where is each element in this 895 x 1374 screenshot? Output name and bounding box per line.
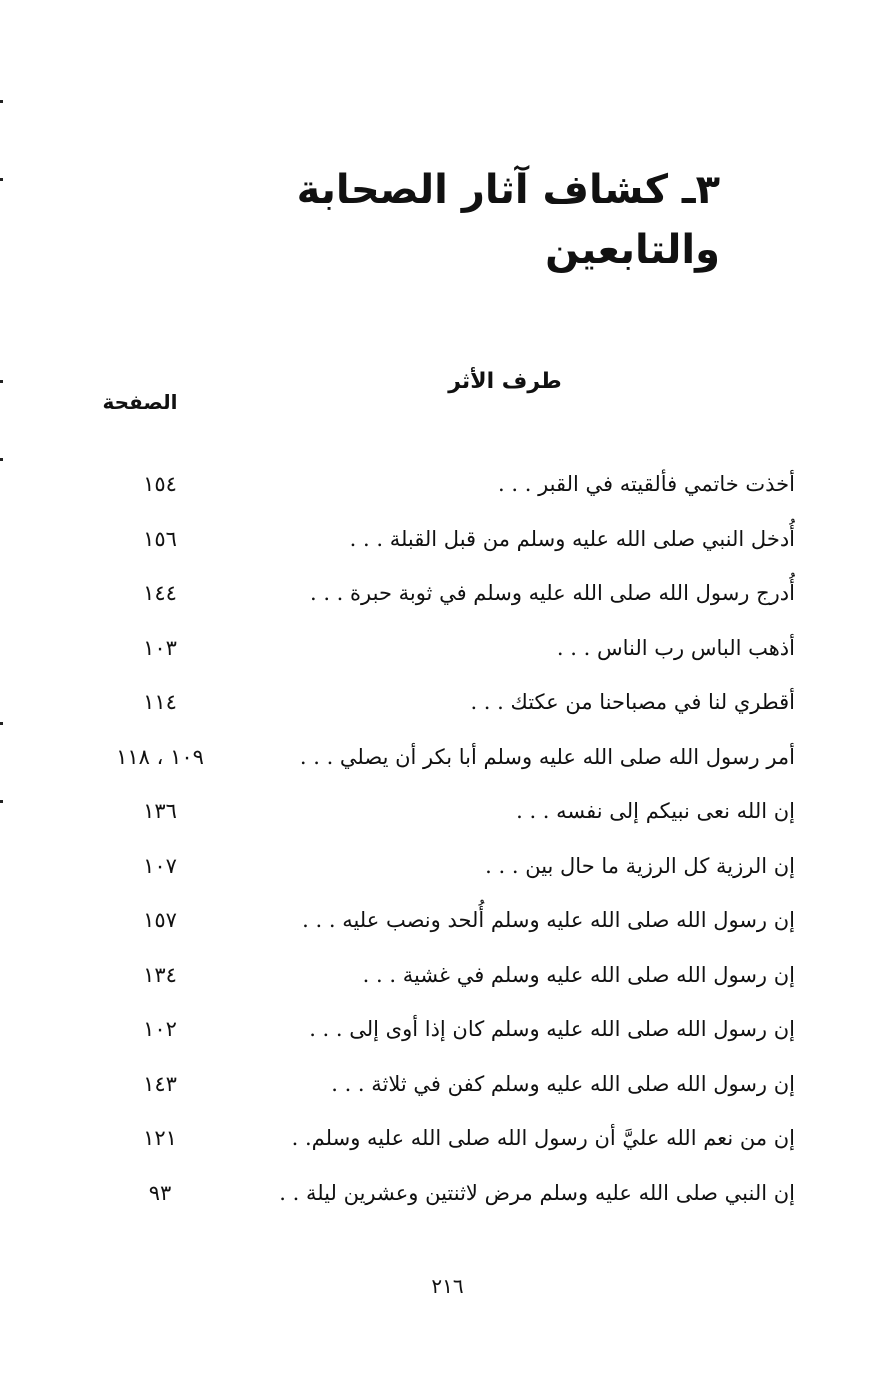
page-number: ١٤٣ (143, 1071, 177, 1096)
page-number: ١٥٤ (143, 472, 177, 496)
index-row (90, 1007, 795, 1062)
atar-text: إن رسول الله صلى الله عليه وسلم كفن في ثلاثة . . . (331, 1071, 795, 1096)
column-header-page: الصفحة (102, 390, 178, 414)
index-row (90, 844, 795, 899)
index-row (90, 462, 795, 517)
page-number: ١٤٤ (143, 581, 177, 605)
atar-text: أقطري لنا في مصباحنا من عكتك . . . (470, 690, 795, 714)
page-number: ١٣٦ (143, 799, 177, 823)
page-number: ١٥٧ (143, 908, 177, 932)
index-row (90, 1116, 795, 1171)
page-number: ١٥٦ (143, 526, 177, 551)
page-number: ١٠٢ (143, 1017, 177, 1041)
page-number: ١٠٧ (143, 853, 177, 878)
column-header-atar: طرف الأثر (448, 369, 562, 394)
margin-mark (0, 380, 3, 383)
page-number: ٩٣ (148, 1180, 172, 1205)
page-number: ١٠٣ (143, 635, 177, 660)
index-row (90, 680, 795, 735)
index-row (90, 953, 795, 1008)
page-title: ٣ـ كشاف آثار الصحابة والتابعين (296, 167, 720, 273)
index-list (90, 462, 795, 1225)
page-number: ١٣٤ (143, 962, 177, 987)
atar-text: إن من نعم الله عليَّ أن رسول الله صلى الله عليه وسلم. . (291, 1126, 795, 1150)
index-row (90, 898, 795, 953)
page-number: ١٢١ (143, 1126, 177, 1150)
margin-mark (0, 178, 3, 181)
margin-mark (0, 458, 3, 461)
index-row (90, 626, 795, 681)
atar-text: أُدرج رسول الله صلى الله عليه وسلم في ثوبة حبرة . . . (309, 581, 795, 605)
index-row (90, 789, 795, 844)
atar-text: إن رسول الله صلى الله عليه وسلم في غشية . . . (362, 962, 795, 987)
atar-text: أذهب الباس رب الناس . . . (556, 635, 795, 660)
atar-text: إن رسول الله صلى الله عليه وسلم أُلحد ونصب عليه . . . (302, 908, 795, 932)
atar-text: إن الرزية كل الرزية ما حال بين . . . (485, 853, 795, 878)
index-row (90, 735, 795, 790)
page-folio-number: ٢١٦ (431, 1274, 464, 1298)
atar-text: أخذت خاتمي فألقيته في القبر . . . (498, 472, 795, 496)
index-row (90, 571, 795, 626)
atar-text: إن رسول الله صلى الله عليه وسلم كان إذا أوى إلى . . . (309, 1017, 795, 1041)
margin-mark (0, 100, 3, 103)
atar-text: إن الله نعى نبيكم إلى نفسه . . . (516, 799, 795, 823)
page-number: ١١٤ (143, 690, 177, 714)
atar-text: أمر رسول الله صلى الله عليه وسلم أبا بكر أن يصلي . . . (299, 744, 795, 769)
index-row (90, 517, 795, 572)
margin-mark (0, 722, 3, 725)
index-row (90, 1062, 795, 1117)
page-number: ١٠٩ ، ١١٨ (116, 744, 204, 769)
atar-text: أُدخل النبي صلى الله عليه وسلم من قبل القبلة . . . (349, 526, 795, 551)
index-row (90, 1171, 795, 1226)
atar-text: إن النبي صلى الله عليه وسلم مرض لاثنتين وعشرين ليلة . . (279, 1180, 795, 1205)
margin-mark (0, 800, 3, 803)
